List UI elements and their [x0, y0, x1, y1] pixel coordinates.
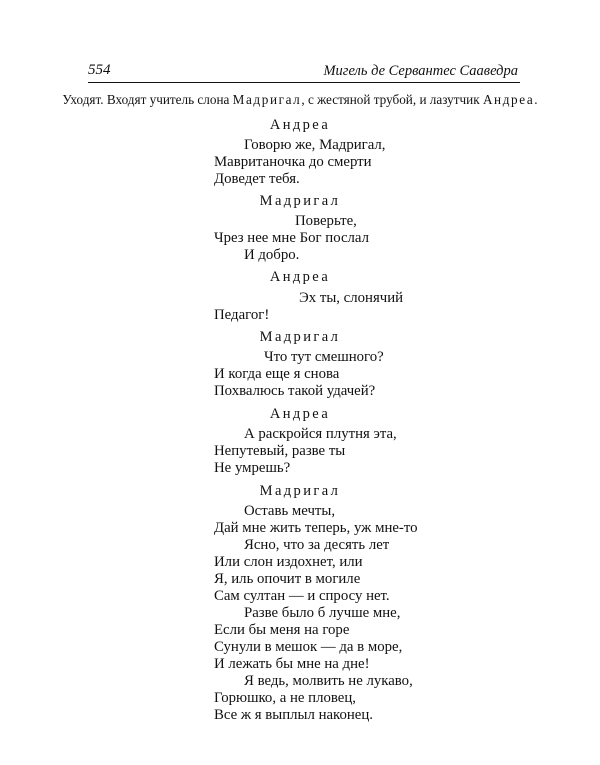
verse-line: Говорю же, Мадригал,: [244, 137, 386, 153]
verse-line: Доведет тебя.: [214, 171, 300, 187]
speaker-name: Мадригал: [259, 329, 341, 345]
stage-direction-text: Уходят. Входят учитель слона: [62, 92, 233, 107]
verse-line: Ясно, что за десять лет: [244, 537, 390, 553]
verse-line: Сунули в мешок — да в море,: [214, 639, 403, 655]
verse-line: Мавританочка до смерти: [214, 154, 372, 170]
speaker-name: Андреа: [269, 117, 331, 133]
verse-line: Что тут смешного?: [264, 349, 384, 365]
verse-line: Оставь мечты,: [244, 503, 336, 519]
verse-line: Поверьте,: [295, 213, 357, 229]
character-name: Мадригал: [232, 92, 302, 107]
verse-line: Педагог!: [214, 307, 270, 323]
verse-line: И добро.: [244, 247, 300, 263]
speaker-name: Андреа: [269, 269, 331, 285]
verse-line: Горюшко, а не пловец,: [214, 690, 356, 706]
stage-direction-text: .: [534, 92, 538, 107]
verse-line: Эх ты, слонячий: [299, 290, 404, 306]
verse-line: Сам султан — и спросу нет.: [214, 588, 390, 604]
verse-line: Я ведь, молвить не лукаво,: [244, 673, 413, 689]
verse-line: Я, иль опочит в могиле: [214, 571, 361, 587]
stage-direction-text: , с жестяной трубой, и лазутчик: [301, 92, 483, 107]
verse-line: Дай мне жить теперь, уж мне-то: [214, 520, 418, 536]
speaker-name: Мадригал: [259, 193, 341, 209]
page-header: [88, 60, 520, 83]
speaker-name: Андреа: [269, 406, 331, 422]
verse-line: Не умрешь?: [214, 460, 291, 476]
verse-line: Непутевый, разве ты: [214, 443, 346, 459]
verse-line: И лежать бы мне на дне!: [214, 656, 370, 672]
verse-line: Если бы меня на горе: [214, 622, 350, 638]
verse-line: Все ж я выплыл наконец.: [214, 707, 373, 723]
character-name: Андреа: [482, 92, 535, 107]
verse-line: Чрез нее мне Бог послал: [214, 230, 369, 246]
verse-line: Похвалюсь такой удачей?: [214, 383, 376, 399]
running-title: Мигель де Сервантес Сааведра: [323, 63, 518, 79]
verse-line: А раскройся плутня эта,: [244, 426, 397, 442]
page-number: 554: [88, 62, 111, 78]
stage-direction: [0, 92, 600, 108]
verse-line: И когда еще я снова: [214, 366, 340, 382]
verse-line: Разве было б лучше мне,: [244, 605, 401, 621]
speaker-name: Мадригал: [259, 483, 341, 499]
verse-line: Или слон издохнет, или: [214, 554, 363, 570]
